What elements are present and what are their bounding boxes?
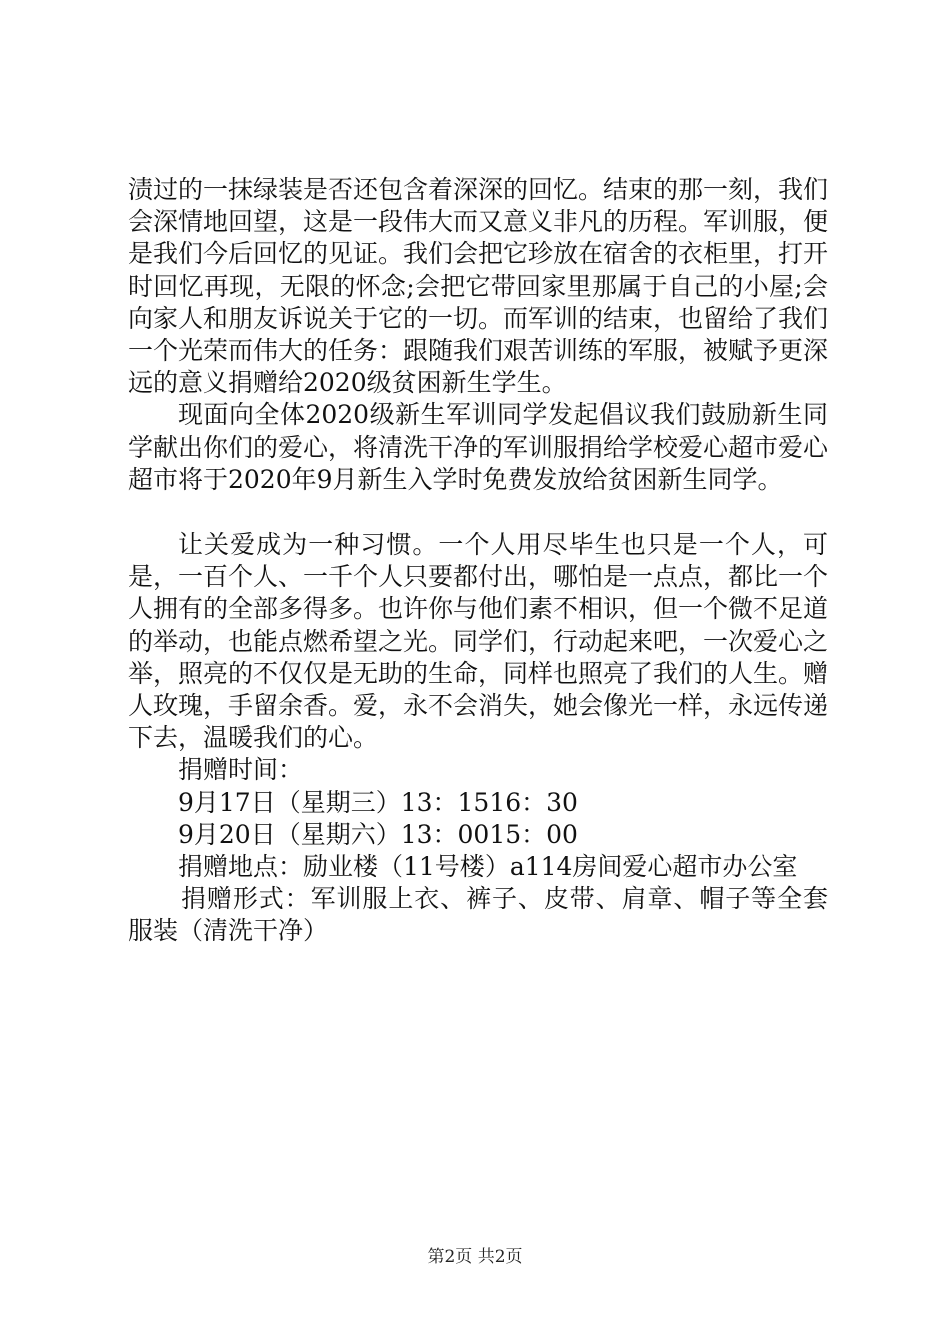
donation-place: 捐赠地点：励业楼（11号楼）a114房间爱心超市办公室 <box>178 852 798 882</box>
donation-time-label: 捐赠时间： <box>178 755 304 785</box>
paragraph-care-habit: 让关爱成为一种习惯。一个人用尽毕生也只是一个人，可是，一百个人、一千个人只要都付出，哪怕是一点点，都比一个人拥有的全部多得多。也许你与他们素不相识，但一个微不足道的举动，也能点燃希望之光。同学们，行动起来吧，一次爱心之举，照亮的不仅仅是无助的生命，同样也照亮了我们的人生。赠人玫瑰，手留余香。爱，永不会消失，她会像光一样，永远传递下去，温暖我们的心。 <box>128 530 829 753</box>
document-body <box>128 174 828 948</box>
paragraph-spacer <box>128 496 828 529</box>
paragraph-memory: 渍过的一抹绿装是否还包含着深深的回忆。结束的那一刻，我们会深情地回望，这是一段伟大而又意义非凡的历程。军训服，便是我们今后回忆的见证。我们会把它珍放在宿舍的衣柜里，打开时回忆再现，无限的怀念;会把它带回家里那属于自己的小屋;会向家人和朋友诉说关于它的一切。而军训的结束，也留给了我们一个光荣而伟大的任务：跟随我们艰苦训练的军服，被赋予更深远的意义捐赠给2020级贫困新生学生。 <box>128 175 829 398</box>
page-number-footer: 第2页 共2页 <box>427 1247 523 1267</box>
donation-time-second: 9月20日（星期六）13：0015：00 <box>178 819 578 849</box>
donation-time-first: 9月17日（星期三）13：1516：30 <box>178 787 578 817</box>
paragraph-initiative: 现面向全体2020级新生军训同学发起倡议我们鼓励新生同学献出你们的爱心，将清洗干净的军训服捐给学校爱心超市爱心超市将于2020年9月新生入学时免费发放给贫困新生同学。 <box>128 400 829 494</box>
donation-form: 捐赠形式：军训服上衣、裤子、皮带、肩章、帽子等全套服装（清洗干净） <box>128 884 828 946</box>
